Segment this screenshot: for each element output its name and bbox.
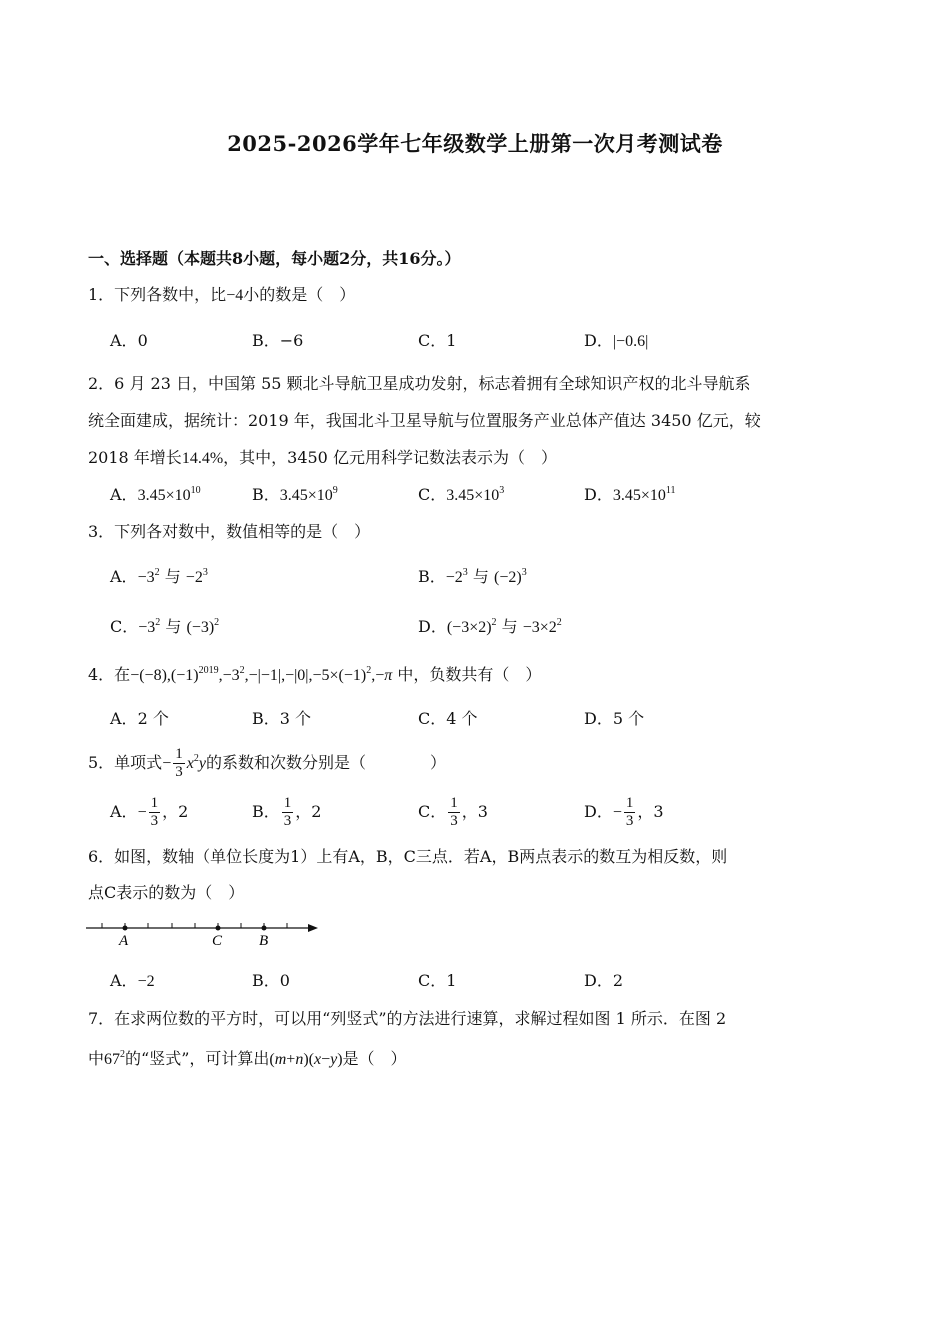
question-2-option-a[interactable]: A．$3.45\times 10^{10}$: [110, 485, 201, 504]
question-1-option-c[interactable]: C．1: [418, 331, 457, 350]
point-a: [123, 926, 128, 931]
question-3-option-a[interactable]: A．$-3^2$ 与 $-2^3$: [110, 567, 208, 586]
question-4-option-c[interactable]: C．4 个: [418, 709, 478, 728]
question-3-stem: 3．下列各对数中，数值相等的是（ ）: [88, 522, 371, 541]
question-6-option-a[interactable]: A．−2: [110, 971, 155, 990]
question-4-option-a[interactable]: A．2 个: [110, 709, 169, 728]
question-2-line-1: 2．6 月 23 日，中国第 55 颗北斗导航卫星成功发射，标志着拥有全球知识产权的北斗导航系: [88, 374, 751, 393]
question-2-line-2: 统全面建成，据统计：2019 年，我国北斗卫星导航与位置服务产业总体产值达 3450 亿元，较: [88, 411, 761, 430]
question-6-option-d[interactable]: D．2: [584, 971, 624, 990]
question-5-option-b[interactable]: B． $\frac{1}{3}$ ，2: [252, 795, 322, 829]
question-1-option-b[interactable]: B．−6: [252, 331, 304, 350]
point-c: [216, 926, 221, 931]
question-3-option-c[interactable]: C．$-3^2$ 与 $(-3)^2$: [110, 617, 220, 636]
question-5-option-c[interactable]: C． $\frac{1}{3}$ ，3: [418, 795, 488, 829]
question-2-line-3: 2018 年增长14.4%，其中，3450 亿元用科学记数法表示为（ ）: [88, 448, 557, 467]
question-6-option-b[interactable]: B．0: [252, 971, 290, 990]
label-c: C: [212, 933, 223, 949]
question-6-line-1: 6．如图，数轴（单位长度为1）上有A，B，C三点．若A，B两点表示的数互为相反数，则: [88, 847, 728, 866]
question-3-option-b[interactable]: B．$-2^3$ 与 $(-2)^3$: [418, 567, 527, 586]
question-2-option-b[interactable]: B．$3.45\times 10^9$: [252, 485, 338, 504]
question-4-stem: 4．在$-(-8),(-1)^{2019},-3^2,-|-1|,-|0|,-5\times(-1)^2,-\pi$ 中，负数共有（ ）: [88, 665, 542, 684]
question-5-option-a[interactable]: A．− $\frac{1}{3}$ ，2: [110, 795, 189, 829]
label-a: A: [119, 933, 129, 949]
question-1-option-a[interactable]: A．0: [110, 331, 148, 350]
question-7-line-1: 7．在求两位数的平方时，可以用“列竖式”的方法进行速算，求解过程如图 1 所示．在图 2: [88, 1009, 727, 1028]
question-6-option-c[interactable]: C．1: [418, 971, 457, 990]
question-3-option-d[interactable]: D．$(-3\times 2)^2$ 与 $-3\times 2^2$: [418, 617, 562, 636]
question-6-line-2: 点C表示的数为（ ）: [88, 883, 245, 902]
number-line-figure: [86, 912, 326, 952]
question-1-stem: 1．下列各数中，比−4小的数是（ ）: [88, 285, 356, 304]
question-7-line-2: 中$67^2$的“竖式”，可计算出(m+n)(x−y)是（ ）: [88, 1049, 407, 1068]
number-line-arrow: [308, 924, 318, 932]
question-2-option-c[interactable]: C．$3.45\times 10^3$: [418, 485, 505, 504]
point-b: [262, 926, 267, 931]
question-5-option-d[interactable]: D．− $\frac{1}{3}$ ，3: [584, 795, 664, 829]
question-5-stem: 5．单项式− $\frac{1}{3}$ $x^2y$的系数和次数分别是（ ）: [88, 746, 446, 780]
section-heading: 一、选择题（本题共8小题，每小题2分，共16分。）: [88, 249, 461, 268]
question-4-option-b[interactable]: B．3 个: [252, 709, 312, 728]
label-b: B: [259, 933, 269, 949]
question-2-option-d[interactable]: D．$3.45\times 10^{11}$: [584, 485, 676, 504]
page-title: 2025-2026学年七年级数学上册第一次月考测试卷: [227, 131, 723, 156]
question-1-option-d[interactable]: D．|−0.6|: [584, 331, 649, 350]
question-4-option-d[interactable]: D．5 个: [584, 709, 645, 728]
